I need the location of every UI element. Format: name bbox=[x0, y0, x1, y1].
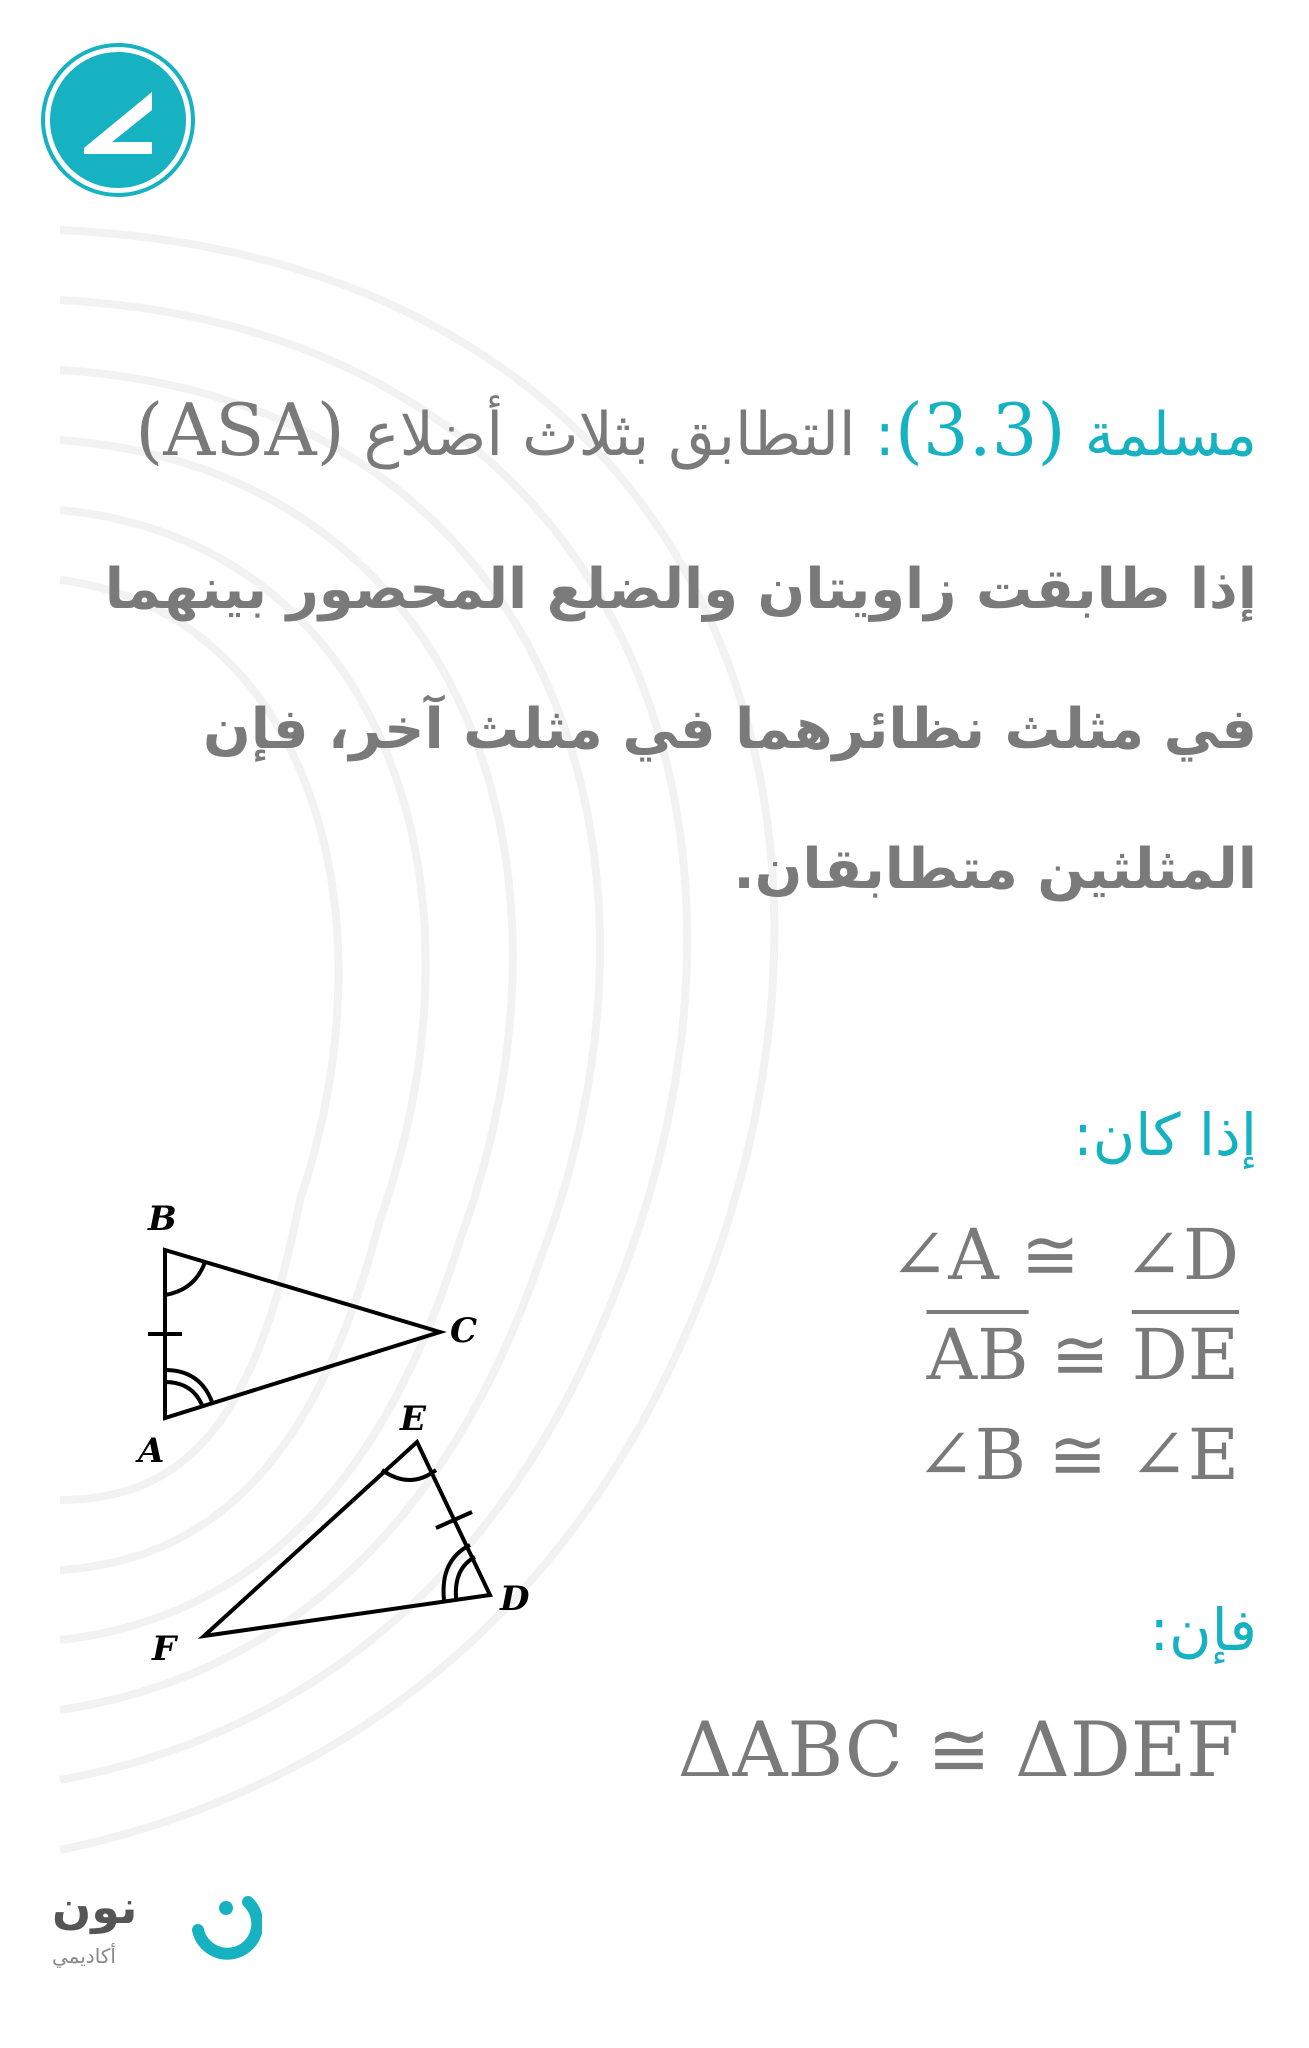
vertex-e: E bbox=[400, 1399, 426, 1439]
vertex-f: F bbox=[152, 1629, 177, 1669]
postulate-number: (3.3) bbox=[894, 388, 1066, 472]
vertex-b: B bbox=[148, 1199, 177, 1239]
condition-side-ab: $\overline{AB}$ ≅ $\overline{DE}$ bbox=[926, 1314, 1239, 1396]
triangle-def bbox=[204, 1442, 490, 1636]
vertex-a: A bbox=[138, 1431, 165, 1471]
condition-angle-b: ∠B ≅ ∠E bbox=[915, 1414, 1239, 1496]
logo-subtitle: أكاديمي bbox=[52, 1944, 116, 1968]
conditions-list bbox=[890, 1205, 1239, 1505]
title-separator: : bbox=[874, 400, 895, 470]
angle-icon bbox=[50, 52, 186, 188]
if-label: إذا كان: bbox=[1073, 1101, 1257, 1169]
noon-logo bbox=[52, 1880, 252, 1990]
postulate-name: التطابق بثلاث أضلاع bbox=[363, 400, 856, 470]
then-label: فإن: bbox=[1149, 1596, 1257, 1664]
postulate-statement: إذا طابقت زاويتان والضلع المحصور بينهما في مثلث نظائرهما في مثلث آخر، فإن المثلثين متطابقان. bbox=[104, 557, 1257, 902]
condition-angle-a: ∠A ≅ ∠D bbox=[889, 1214, 1239, 1296]
conclusion: ΔABC ≅ ΔDEF bbox=[677, 1705, 1239, 1794]
angle-badge bbox=[50, 52, 186, 188]
vertex-d: D bbox=[500, 1579, 530, 1619]
postulate-prefix: مسلمة bbox=[1084, 400, 1257, 470]
triangles-figure bbox=[130, 1190, 570, 1690]
vertex-c: C bbox=[450, 1311, 478, 1351]
logo-name: نون bbox=[52, 1880, 138, 1934]
noon-logo-icon bbox=[182, 1880, 262, 1980]
postulate-title bbox=[57, 380, 1257, 485]
postulate-abbr: (ASA) bbox=[135, 388, 345, 472]
